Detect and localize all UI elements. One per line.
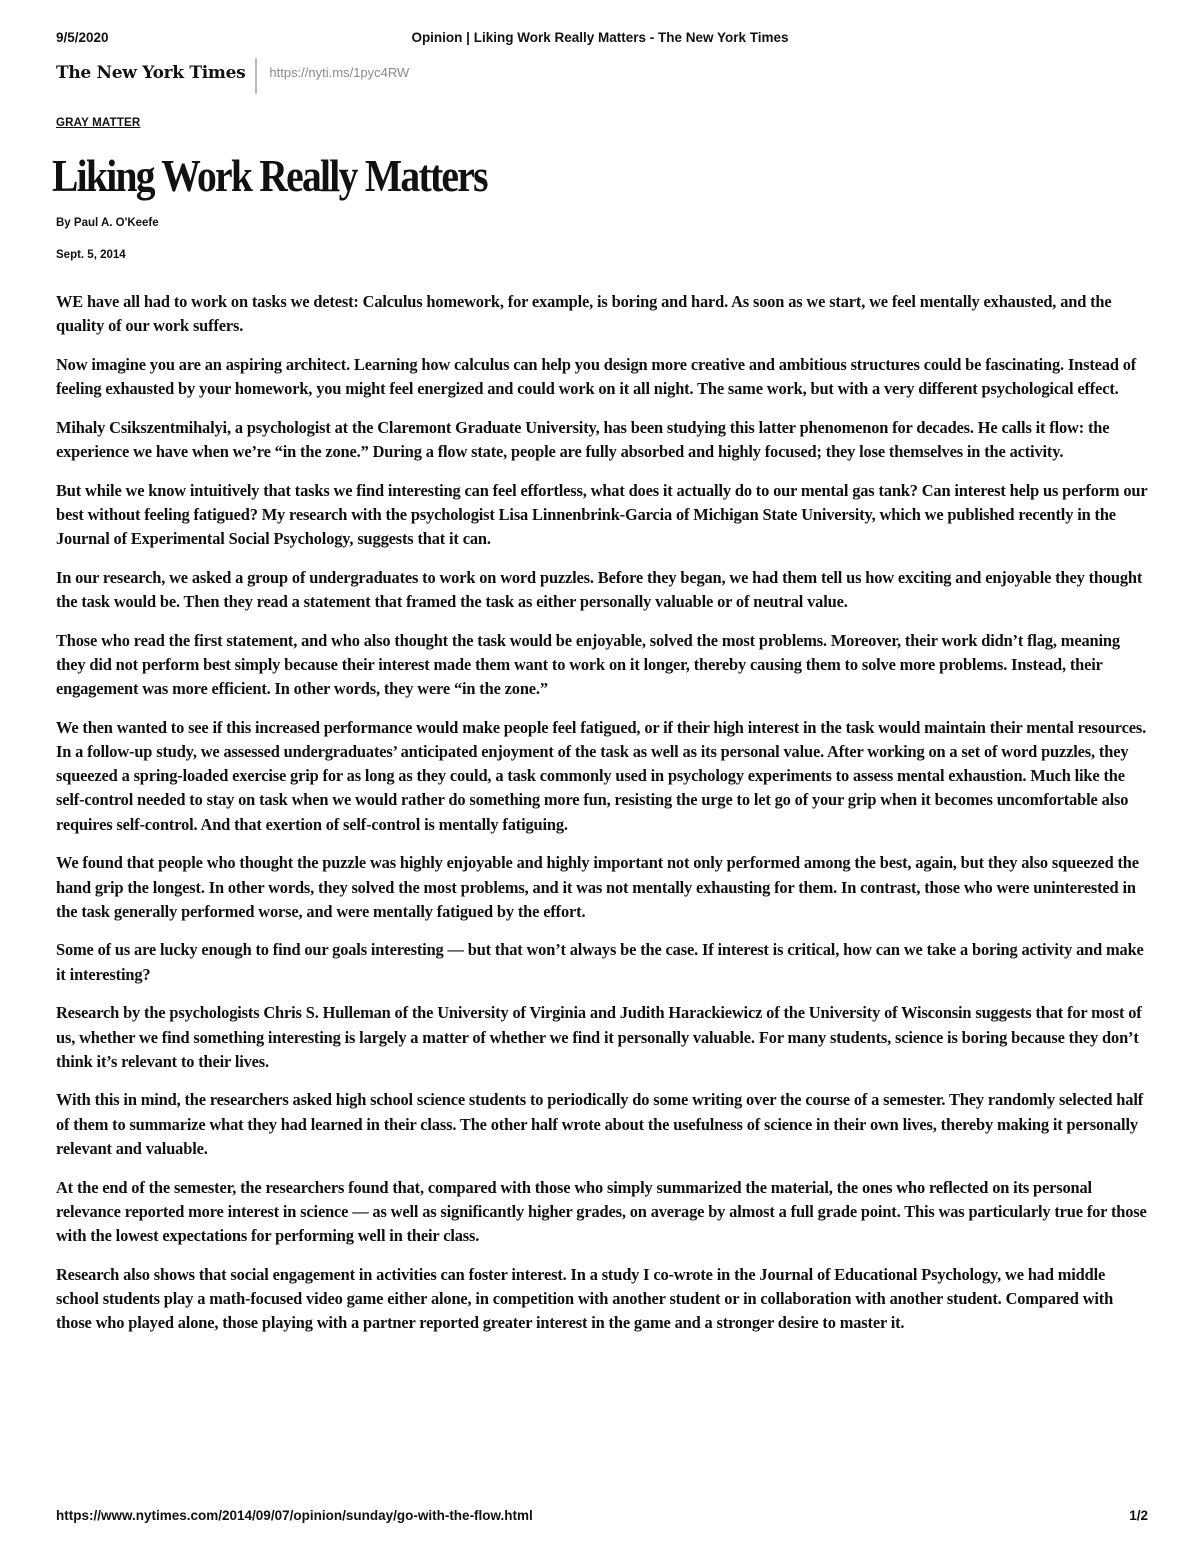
- article-paragraph: We found that people who thought the puzzle was highly enjoyable and highly important not only performed among the best, again, but they also squeezed the hand grip the longest. In other words, they solved the most problems, and it was not mentally exhausting for them. In contrast, those who were uninterested in the task generally performed worse, and were mentally fatigued by the effort.: [56, 853, 1139, 921]
- print-url: https://www.nytimes.com/2014/09/07/opinion/sunday/go-with-the-flow.html: [56, 1508, 533, 1523]
- print-footer: [56, 1508, 1148, 1526]
- article-paragraph: Some of us are lucky enough to find our goals interesting — but that won’t always be the case. If interest is critical, how can we take a boring activity and make it interesting?: [56, 940, 1144, 984]
- article-paragraph: WE have all had to work on tasks we detest: Calculus homework, for example, is boring and hard. As soon as we start, we feel mentally exhausted, and the quality of our work suffers.: [56, 292, 1112, 336]
- print-date: 9/5/2020: [56, 30, 109, 45]
- article-paragraph: At the end of the semester, the researchers found that, compared with those who simply summarized the material, the ones who reflected on its personal relevance reported more interest in science — as well as significantly higher grades, on average by almost a full grade point. This was particularly true for those with the lowest expectations for performing well in their class.: [56, 1177, 1147, 1245]
- article-paragraph: In our research, we asked a group of undergraduates to work on word puzzles. Before they began, we had them tell us how exciting and enjoyable they thought the task would be. Then they read a statement that framed the task as either personally valuable or of neutral value.: [56, 567, 1143, 612]
- print-page-title: Opinion | Liking Work Really Matters - The New York Times: [411, 30, 789, 45]
- print-header: [56, 30, 1144, 48]
- article-paragraph: Now imagine you are an aspiring architect. Learning how calculus can help you design more creative and ambitious structures could be fascinating. Instead of feeling exhausted by your homework, you might feel energized and could work on it all night. The same work, but with a very different psychological effect.: [56, 354, 1137, 399]
- article-paragraph: But while we know intuitively that tasks we find interesting can feel effortless, what does it actually do to our mental gas tank? Can interest help us perform our best without feeling fatigued? My research with the psychologist Lisa Linnenbrink-Garcia of Michigan State University, which we published recently in the Journal of Experimental Social Psychology, suggests that it can.: [56, 480, 1148, 549]
- article-paragraph: Research by the psychologists Chris S. Hulleman of the University of Virginia and Judith Harackiewicz of the University of Wisconsin suggests that for most of us, whether we find something interesting is largely a matter of whether we find it personally valuable. For many students, science is boring because they don’t think it’s relevant to their lives.: [56, 1003, 1142, 1071]
- article-paragraph: Research also shows that social engagement in activities can foster interest. In a study I co-wrote in the Journal of Educational Psychology, we had middle school students play a math-focused video game either alone, in competition with another student or in collaboration with another student. Compared with those who played alone, those playing with a partner reported greater interest in the game and a stronger desire to master it.: [56, 1264, 1114, 1333]
- masthead: [56, 58, 409, 94]
- publish-date: Sept. 5, 2014: [56, 249, 126, 261]
- page-number: 1/2: [1129, 1508, 1148, 1523]
- section-kicker[interactable]: GRAY MATTER: [56, 117, 141, 129]
- short-url-link[interactable]: https://nyti.ms/1pyc4RW: [269, 65, 410, 80]
- byline: By Paul A. O'Keefe: [56, 217, 159, 229]
- article-paragraph: With this in mind, the researchers asked high school science students to periodically do some writing over the course of a semester. They randomly selected half of them to summarize what they had learned in their class. The other half wrote about the usefulness of science in their own lives, thereby making it personally relevant and valuable.: [56, 1090, 1144, 1158]
- article-body: [56, 290, 1148, 1350]
- nyt-logo[interactable]: The New York Times: [56, 58, 257, 94]
- article-paragraph: We then wanted to see if this increased performance would make people feel fatigued, or if their high interest in the task would maintain their mental resources. In a follow-up study, we assessed undergraduates’ anticipated enjoyment of the task as well as its personal value. After working on a set of word puzzles, they squeezed a spring-loaded exercise grip for as long as they could, a task commonly used in psychology experiments to assess mental exhaustion. Much like the self-control needed to stay on task when we would rather do something more fun, resisting the urge to let go of your grip when it becomes uncomfortable also requires self-control. And that exertion of self-control is mentally fatiguing.: [56, 717, 1147, 834]
- article-headline: Liking Work Really Matters: [52, 150, 487, 201]
- article-paragraph: Mihaly Csikszentmihalyi, a psychologist at the Claremont Graduate University, has been studying this latter phenomenon for decades. He calls it flow: the experience we have when we’re “in the zone.” During a flow state, people are fully absorbed and highly focused; they lose themselves in the activity.: [56, 417, 1110, 462]
- article-paragraph: Those who read the first statement, and who also thought the task would be enjoyable, solved the most problems. Moreover, their work didn’t flag, meaning they did not perform best simply because their interest made them want to work on it longer, thereby causing them to solve more problems. Instead, their engagement was more efficient. In other words, they were “in the zone.”: [56, 630, 1120, 699]
